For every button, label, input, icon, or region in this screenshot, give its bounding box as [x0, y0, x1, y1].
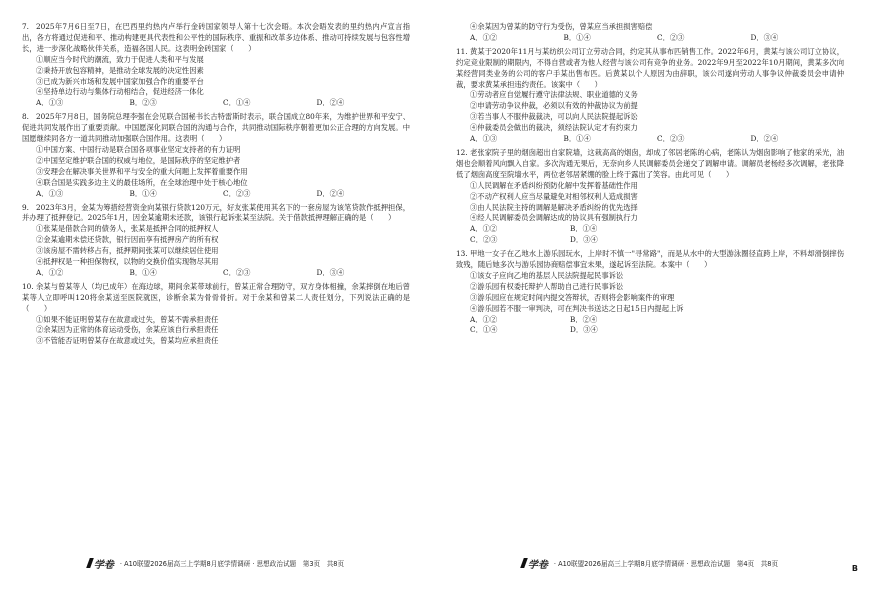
option[interactable]: D．③④	[570, 235, 598, 245]
option[interactable]: D．②④	[316, 188, 345, 198]
option[interactable]: C．②③	[657, 32, 685, 42]
footer-text: · A10联盟2026届高三上学期8月底学情调研 · 思想政治试题 第4页 共8页	[553, 560, 779, 568]
statement: ④联合国是实践多边主义的最佳场所，在全球治理中处于核心地位	[36, 177, 248, 187]
question-stem: 13. 甲地一女子在乙地水上游乐园玩水，上岸时不慎一"寻常路"，而是从水中的大型游泳圈径直跨上岸，不料却滑倒摔伤致残，随后她多次与游乐园协商赔偿事宜未果，遂起诉至法院。本案中（ ）	[456, 249, 844, 270]
option[interactable]: A．①②	[470, 32, 498, 42]
statement: ①劳动者应自觉履行遵守法律法规、职业道德的义务	[470, 90, 638, 100]
question-stem: 12. 老张家院子里的烟囱超出自家院墙，这栽高高的烟囱，却成了邻居老陈的心病，老陈认为烟囱影响了他家的采光，油烟也会顺着风向飘入自家。多次沟通无果后，无奈向乡人民调解委员会递交了调解申请。调解员老杨经多次调解，老张降低了烟囱高度至院墙水平，两位老邻居紧绷的脸上终于露出了笑容。由此可见（ ）	[456, 147, 844, 179]
option[interactable]: C．②③	[470, 235, 498, 245]
option[interactable]: C．②③	[223, 267, 251, 277]
statement: ③已成为新兴市场和发展中国家加强合作的重要平台	[36, 76, 204, 86]
question-stem: 10. 余某与曾某等人（均已成年）在海边球，期间余某带球前行，曾某正常合理防守，双方身体相撞，余某摔倒在地后曾某等人立即呼叫120将余某送至医院就医，诊断余某为骨骨骨折。对于余某和曾某二人责任划分，下列说法正确的是（ ）	[22, 281, 410, 313]
option[interactable]: B．①④	[563, 32, 591, 42]
question-10	[22, 282, 410, 347]
corner-mark: B	[851, 564, 858, 573]
pen-icon	[86, 558, 94, 568]
option[interactable]: D．③④	[750, 32, 779, 42]
answer-options	[456, 224, 670, 246]
option[interactable]: B．①④	[563, 134, 591, 144]
statement: ④仲裁委员会做出的裁决，须经法院认定才有约束力	[470, 123, 638, 133]
question-8	[22, 112, 410, 199]
option[interactable]: B．①④	[129, 188, 157, 198]
question-7	[22, 22, 410, 109]
page-footer	[456, 556, 844, 570]
publisher-logo: 学卷	[88, 556, 114, 571]
option[interactable]: B．②③	[129, 98, 157, 108]
footer-text: · A10联盟2026届高三上学期8月底学情调研 · 思想政治试题 第3页 共8页	[119, 560, 345, 568]
pen-icon	[520, 558, 528, 568]
answer-options	[456, 33, 844, 44]
statement: ②游乐园有权委托辩护人帮助自己进行民事诉讼	[470, 281, 624, 291]
option[interactable]: D．②④	[750, 134, 779, 144]
statement: ③若当事人不服仲裁裁决，可以向人民法院提起诉讼	[470, 112, 638, 122]
statement: ①顺应当今时代的潮流，致力于促进人类和平与发展	[36, 54, 204, 64]
option[interactable]: A．①③	[36, 98, 64, 108]
question-12	[456, 148, 844, 246]
question-stem: 7. 2025年7月6日至7日，在巴西里约热内卢举行金砖国家领导人第十七次会晤。本次会晤发表的里约热内卢宣言指出，各方将通过促进和平、推动构建更具代表性和公平性的国际秩序、重振和改革多边体系、推动可持续发展与包容性增长，进一步深化战略伙伴关系，造福各国人民。这表明金砖国家（ ）	[22, 22, 410, 53]
statement: ②中国坚定维护联合国的权威与地位，是国际秩序的坚定维护者	[36, 155, 241, 165]
option[interactable]: C．①④	[223, 98, 251, 108]
statement: ①该女子应向乙地的基层人民法院提起民事诉讼	[470, 270, 624, 280]
question-11	[456, 47, 844, 145]
page-left	[22, 22, 410, 571]
answer-options	[456, 134, 844, 145]
question-number: 12.	[456, 147, 468, 157]
question-number: 8.	[22, 112, 29, 122]
statement: ④游乐园若不服一审判决，可在判决书送达之日起15日内提起上诉	[470, 303, 684, 313]
statement: ③安理会在解决事关世界和平与安全的重大问题上发挥着重要作用	[36, 166, 248, 176]
statement: ②余某因为正常的体育运动受伤，余某应该自行承担责任	[36, 325, 219, 335]
question-13	[456, 249, 844, 336]
statement: ④坚持单边行动与集体行动相结合，促进经济一体化	[36, 87, 204, 97]
page-footer	[22, 556, 410, 570]
option[interactable]: C．②③	[657, 134, 685, 144]
question-number: 9.	[22, 202, 29, 212]
statement: ②不动产权利人应当尽量避免对相邻权利人造成损害	[470, 191, 638, 201]
statement: ④抵押权是一种担保物权，以物的交换价值实现物尽其用	[36, 257, 219, 267]
question-number: 11.	[456, 46, 468, 56]
statement: ④经人民调解委员会调解达成的协议具有强制执行力	[470, 213, 638, 223]
option[interactable]: B．①④	[570, 224, 598, 234]
statement: ①如果不能证明曾某存在故意或过失，曾某不需承担责任	[36, 314, 219, 324]
option[interactable]: D．③④	[570, 325, 598, 335]
question-10-continued	[456, 22, 844, 44]
question-9	[22, 203, 410, 279]
answer-options	[456, 315, 670, 337]
statement: ④余某因为曾某的防守行为受伤，曾某应当承担损害赔偿	[470, 22, 653, 31]
statement: ③该房屋不需转移占有，抵押期间张某可以继续居住使用	[36, 246, 219, 256]
statement: ②秉持开放包容精神，是推动全球发展的决定性因素	[36, 65, 204, 75]
question-stem: 9. 2023年3月，金某为筹措经营资金向某银行贷款120万元，好友张某使用其名下的一套房屋为该笔贷款作抵押担保，并办理了抵押登记。2025年1月，因金某逾期未还款，该银行起诉张某至法院。关于借款抵押理解正确的是（ ）	[22, 202, 410, 223]
statement: ③不管能否证明曾某存在故意或过失，曾某均应承担责任	[36, 336, 219, 346]
option[interactable]: C．②③	[223, 188, 251, 198]
option[interactable]: D．③④	[316, 267, 345, 277]
publisher-logo: 学卷	[522, 556, 548, 571]
statement: ②金某逾期未偿还贷款，银行因而享有抵押房产的所有权	[36, 235, 219, 245]
answer-options	[22, 98, 410, 109]
statement: ①中国方案、中国行动是联合国各项事业坚定支持者的有力证明	[36, 144, 241, 154]
option[interactable]: A．①③	[36, 188, 64, 198]
page-right	[456, 22, 844, 571]
question-stem: 11. 黄某于2020年11月与某纺织公司订立劳动合同，约定其从事布匹销售工作。2022年6月，黄某与该公司订立协议，约定竞业限制的期限内，不得自营或者为他人经营与该公司有竞争的业务。2022年9月至2022年10月期间，黄某多次向某经营同类业务的公司的客户手某出售布匹。后黄某以个人原因为由辞职，该公司遂向劳动人事争议仲裁委员会申请仲裁，要求黄某承担违约责任。该案中（ ）	[456, 46, 844, 89]
question-stem: 8. 2025年7月8日，国务院总理李强在会见联合国秘书长古特雷斯时表示，联合国成立80年来，为维护世界和平安宁、促进共同发展作出了重要贡献。中国愿深化同联合国的沟通与合作，共同推动国际秩序朝着更加公正合理的方向发展。中国愿继续同各方一道共同推动加强联合国作用。这表明（ ）	[22, 112, 410, 144]
question-number: 7.	[22, 22, 29, 31]
answer-options	[22, 189, 410, 200]
statement: ①张某是借款合同的债务人，张某是抵押合同的抵押权人	[36, 224, 219, 234]
statement: ②申请劳动争议仲裁，必须以有效的仲裁协议为前提	[470, 101, 638, 111]
statement: ③游乐园应在规定时间内提交答辩状，否则将会影响案件的审理	[470, 292, 675, 302]
option[interactable]: A．①③	[470, 134, 498, 144]
option[interactable]: A．①②	[36, 267, 64, 277]
answer-options	[22, 268, 410, 279]
statement: ③由人民法院主持的调解是解决矛盾纠纷的优先选择	[470, 202, 638, 212]
option[interactable]: A．①②	[470, 224, 498, 234]
option[interactable]: C．①④	[470, 325, 498, 335]
option[interactable]: B．①④	[129, 267, 157, 277]
option[interactable]: B．②④	[570, 314, 598, 324]
statement: ①人民调解在矛盾纠纷预防化解中发挥着基础性作用	[470, 180, 638, 190]
option[interactable]: A．①②	[470, 314, 498, 324]
question-number: 13.	[456, 249, 468, 259]
question-number: 10.	[22, 281, 34, 291]
option[interactable]: D．②④	[316, 98, 345, 108]
